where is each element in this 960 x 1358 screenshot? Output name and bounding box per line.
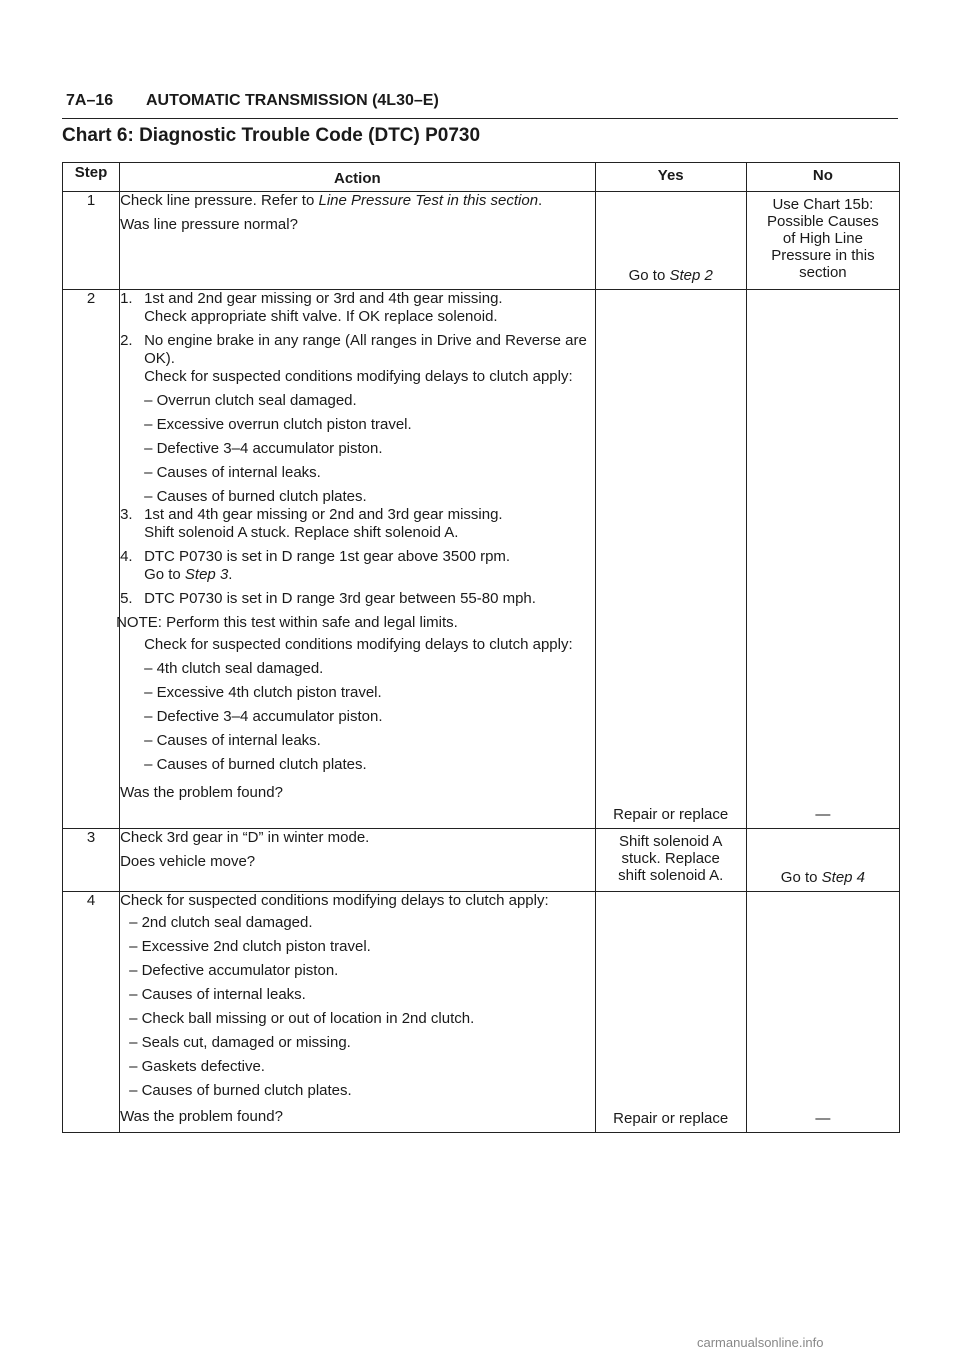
column-header-action: Action: [120, 163, 596, 192]
no-cell: —: [746, 290, 899, 829]
no-cell: Go to Step 4: [746, 829, 899, 892]
action-cell: [116, 290, 596, 829]
yes-cell: Go to Step 2: [595, 192, 746, 290]
no-cell: —: [746, 892, 899, 1133]
action-cell: [120, 829, 596, 892]
list-item: 4. DTC P0730 is set in D range 1st gear above 3500 rpm. Go to Step 3.: [120, 548, 511, 583]
list-item: – Defective 3–4 accumulator piston.: [144, 440, 383, 457]
column-header-step: Step: [63, 163, 120, 192]
section-title: AUTOMATIC TRANSMISSION (4L30–E): [146, 92, 439, 109]
list-item: – Excessive overrun clutch piston travel.: [144, 416, 412, 433]
note-text: NOTE: Perform this test within safe and legal limits.: [116, 614, 458, 631]
list-item: 3. 1st and 4th gear missing or 2nd and 3rd gear missing. Shift solenoid A stuck. Replace shift solenoid A.: [120, 506, 503, 541]
action-question: Was line pressure normal?: [120, 216, 298, 233]
list-item: – Gaskets defective.: [129, 1058, 265, 1075]
action-text: Check for suspected conditions modifying delays to clutch apply:: [144, 636, 573, 653]
action-text: Check for suspected conditions modifying delays to clutch apply:: [120, 892, 549, 909]
list-item: – Causes of burned clutch plates.: [144, 488, 367, 505]
page-header: [62, 88, 898, 119]
step-number: 1: [63, 192, 120, 290]
list-item: – Defective 3–4 accumulator piston.: [144, 708, 383, 725]
diagnostic-table: [62, 162, 900, 1133]
list-item: – Check ball missing or out of location in 2nd clutch.: [129, 1010, 475, 1027]
list-item: – Causes of internal leaks.: [129, 986, 306, 1003]
list-item: 2. No engine brake in any range (All ranges in Drive and Reverse are OK). Check for suspected conditions modifying delays to clutch apply:: [120, 332, 587, 385]
table-row-step-1: [63, 192, 900, 290]
watermark: carmanualsonline.info: [697, 1335, 824, 1350]
action-question: Was the problem found?: [120, 784, 283, 801]
list-item: 5. DTC P0730 is set in D range 3rd gear between 55-80 mph.: [120, 590, 536, 607]
yes-cell: Repair or replace: [595, 290, 746, 829]
list-item: – Defective accumulator piston.: [129, 962, 339, 979]
action-question: Does vehicle move?: [120, 853, 256, 870]
list-item: 1. 1st and 2nd gear missing or 3rd and 4th gear missing. Check appropriate shift valve. If OK replace solenoid.: [120, 290, 503, 325]
chart-title: Chart 6: Diagnostic Trouble Code (DTC) P0730: [62, 125, 481, 146]
step-number: 4: [63, 892, 120, 1133]
step-number: 2: [63, 290, 120, 829]
column-header-no: No: [746, 163, 899, 192]
column-header-yes: Yes: [595, 163, 746, 192]
no-cell: Use Chart 15b: Possible Causes of High Line Pressure in this section: [746, 192, 899, 290]
table-row-step-3: [63, 829, 900, 892]
action-cell: [120, 192, 596, 290]
list-item: – 2nd clutch seal damaged.: [129, 914, 313, 931]
yes-cell: Repair or replace: [595, 892, 746, 1133]
action-text: Check 3rd gear in “D” in winter mode.: [120, 829, 370, 846]
list-item: – Causes of internal leaks.: [144, 732, 321, 749]
list-item: – Excessive 2nd clutch piston travel.: [129, 938, 371, 955]
list-item: – Overrun clutch seal damaged.: [144, 392, 357, 409]
table-row-step-4: [63, 892, 900, 1133]
list-item: – Causes of internal leaks.: [144, 464, 321, 481]
yes-cell: Shift solenoid A stuck. Replace shift solenoid A.: [595, 829, 746, 892]
list-item: – 4th clutch seal damaged.: [144, 660, 324, 677]
action-cell: [120, 892, 596, 1133]
list-item: – Excessive 4th clutch piston travel.: [144, 684, 382, 701]
table-row-step-2: [63, 290, 900, 829]
list-item: – Causes of burned clutch plates.: [129, 1082, 352, 1099]
action-text: Check line pressure. Refer to Line Pressure Test in this section.: [120, 192, 543, 209]
list-item: – Causes of burned clutch plates.: [144, 756, 367, 773]
page-number: 7A–16: [66, 92, 114, 109]
action-question: Was the problem found?: [120, 1108, 283, 1125]
table-header-row: [63, 163, 900, 192]
list-item: – Seals cut, damaged or missing.: [129, 1034, 351, 1051]
step-number: 3: [63, 829, 120, 892]
